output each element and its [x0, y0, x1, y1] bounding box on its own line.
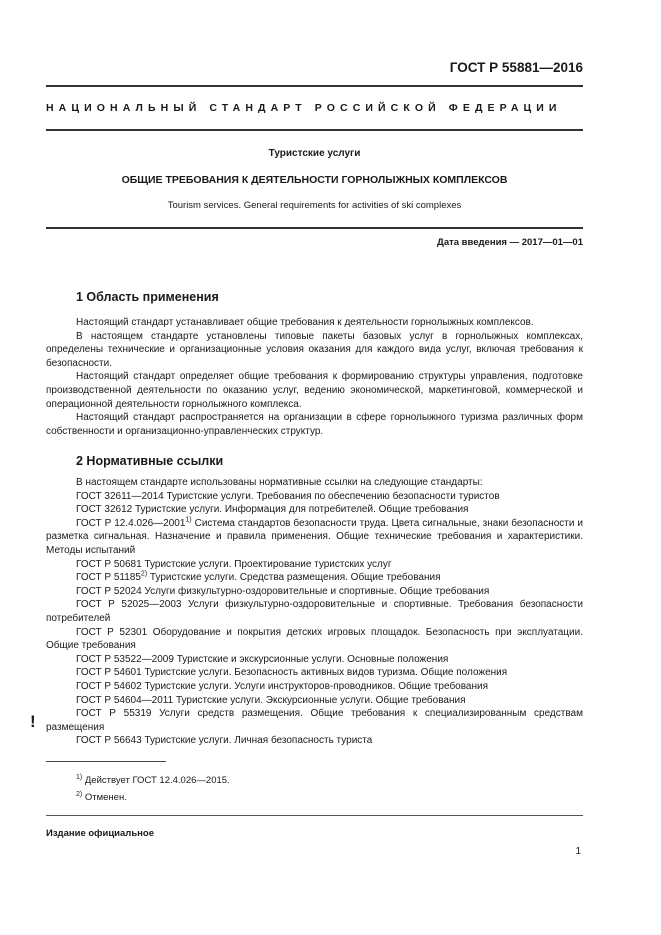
reference-item: ГОСТ Р 56643 Туристские услуги. Личная безопасность туриста: [76, 735, 373, 747]
reference-item: ГОСТ Р 54602 Туристские услуги. Услуги инструкторов-проводников. Общие требования: [76, 680, 489, 692]
paragraph: Настоящий стандарт определяет общие требования к формированию структуры управления, подготовке производственной деятельности по оказанию услуг, ведению экономической, маркетинговой, коммерческой и операционной деятельности горнолыжного комплекса.: [46, 371, 583, 410]
reference-item: ГОСТ Р 54601 Туристские услуги. Безопасность активных видов туризма. Общие положения: [76, 667, 508, 679]
paragraph: Настоящий стандарт распространяется на организации в сфере горнолыжного туризма различных форм собственности и организационно-управленческих структур.: [46, 412, 583, 437]
reference-item: ГОСТ Р 52301 Оборудование и покрытия детских игровых площадок. Безопасность при эксплуатации. Общие требования: [46, 626, 583, 652]
document-title: ОБЩИЕ ТРЕБОВАНИЯ К ДЕЯТЕЛЬНОСТИ ГОРНОЛЫЖНЫХ КОМПЛЕКСОВ: [121, 174, 508, 186]
english-title: Tourism services. General requirements for activities of ski complexes: [167, 200, 462, 211]
paragraph: В настоящем стандарте использованы нормативные ссылки на следующие стандарты:: [76, 477, 483, 488]
page-number: 1: [575, 846, 581, 857]
reference-code: ГОСТ Р 12.4.026—2001: [76, 517, 186, 529]
footnote-ref: 2): [140, 570, 148, 578]
footnote-1: [76, 775, 230, 786]
footer-rule: [46, 815, 583, 816]
reference-item: [46, 517, 583, 558]
section-2-heading: 2 Нормативные ссылки: [76, 454, 224, 468]
edition-note: Издание официальное: [46, 828, 154, 839]
footnote-text: Отменен.: [82, 792, 127, 803]
document-code: ГОСТ Р 55881—2016: [449, 60, 583, 75]
reference-item: ГОСТ 32611—2014 Туристские услуги. Требования по обеспечению безопасности туристов: [76, 490, 500, 502]
reference-item: ГОСТ Р 52025—2003 Услуги физкультурно-оздоровительные и спортивные. Требования безопасности потребителей: [46, 599, 583, 624]
reference-text: Система стандартов безопасности труда. Цвета сигнальные, знаки безопасности и разметка сигнальная. Назначение и правила применения. Общие технические требования и характеристики. Методы испытаний: [46, 517, 584, 556]
reference-item: ГОСТ Р 50681 Туристские услуги. Проектирование туристских услуг: [76, 558, 392, 570]
section-1-heading: 1 Область применения: [76, 290, 219, 304]
reference-item: ГОСТ Р 55319 Услуги средств размещения. Общие требования к специализированным средствам размещения: [46, 708, 583, 733]
national-standard-heading: НАЦИОНАЛЬНЫЙ СТАНДАРТ РОССИЙСКОЙ ФЕДЕРАЦИИ: [46, 102, 562, 114]
reference-item: ГОСТ 32612 Туристские услуги. Информация для потребителей. Общие требования: [76, 504, 469, 516]
footnote-rule: [46, 761, 166, 762]
footnote-text: Действует ГОСТ 12.4.026—2015.: [82, 775, 230, 786]
document-subtitle: Туристские услуги: [268, 148, 361, 159]
paragraph: В настоящем стандарте установлены типовые пакеты базовых услуг в горнолыжных комплексах, определены технические и организационные условия оказания для каждого вида услуг, включая требования к безопасности.: [46, 330, 583, 369]
paragraph: Настоящий стандарт устанавливает общие требования к деятельности горнолыжных комплексов.: [76, 317, 534, 328]
margin-exclamation-mark: !: [30, 712, 36, 731]
footnote-mark: 2): [76, 790, 83, 798]
reference-item: [46, 571, 583, 585]
header-rule: [46, 85, 583, 87]
section-1-body: [46, 316, 583, 438]
reference-code: ГОСТ Р 51185: [76, 572, 141, 584]
reference-item: ГОСТ Р 52024 Услуги физкультурно-оздоровительные и спортивные. Общие требования: [76, 585, 490, 597]
title-rule: [46, 227, 583, 229]
national-rule: [46, 129, 583, 131]
introduction-date: Дата введения — 2017—01—01: [437, 237, 583, 248]
footnote-ref: 1): [185, 516, 192, 524]
reference-item: ГОСТ Р 53522—2009 Туристские и экскурсионные услуги. Основные положения: [76, 653, 449, 665]
reference-item: ГОСТ Р 54604—2011 Туристские услуги. Экскурсионные услуги. Общие требования: [76, 694, 466, 706]
footnote-2: [76, 792, 127, 803]
footnote-mark: 1): [76, 773, 83, 781]
section-2-body: [46, 476, 583, 748]
reference-text: Туристские услуги. Средства размещения. Общие требования: [147, 572, 441, 584]
